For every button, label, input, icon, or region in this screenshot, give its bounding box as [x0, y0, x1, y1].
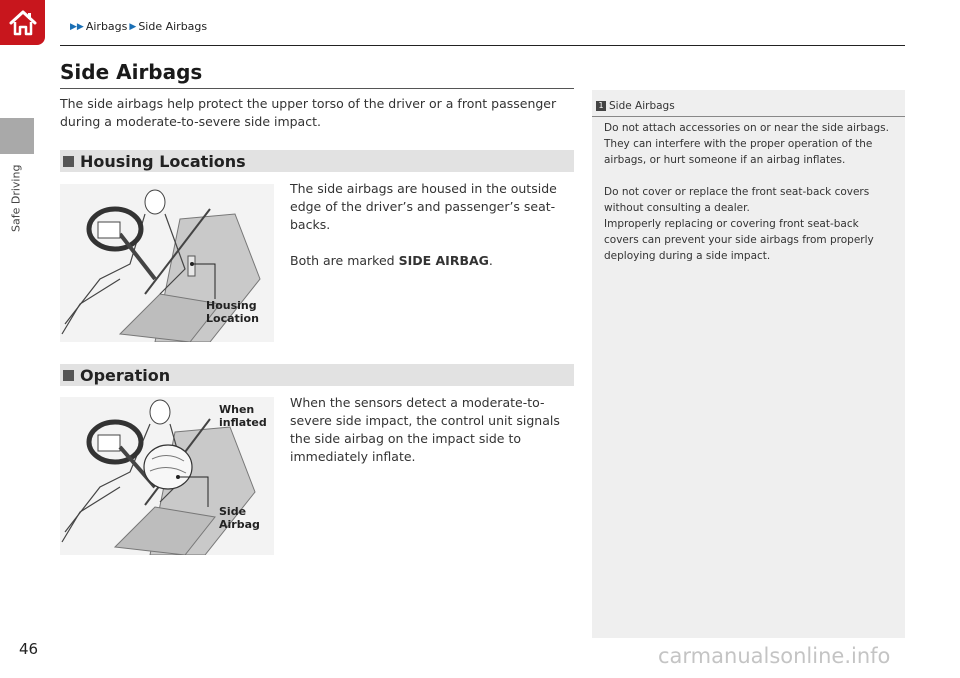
breadcrumb [70, 20, 207, 33]
watermark: carmanualsonline.info [658, 644, 891, 668]
breadcrumb-item-airbags[interactable]: Airbags [85, 20, 128, 33]
triangle-right-icon: ▶▶ [70, 21, 84, 32]
housing-marked-suffix: . [488, 253, 493, 268]
housing-location-illustration [60, 184, 274, 342]
note-title: Side Airbags [609, 100, 675, 112]
housing-location-callout: Housing Location [206, 299, 259, 325]
section-heading-operation-label: Operation [80, 365, 171, 385]
home-button[interactable] [0, 0, 45, 45]
square-bullet-icon [63, 156, 74, 167]
section-heading-housing-label: Housing Locations [80, 151, 246, 171]
note-paragraph: Do not cover or replace the front seat-back covers without consulting a dealer. Improperly replacing or covering front seat-back covers can prevent your side airbags from properly deploying during a side impact. [604, 186, 874, 262]
intro-paragraph: The side airbags help protect the upper torso of the driver or a front passenger during a moderate-to-severe side impact. [60, 96, 557, 129]
operation-description: When the sensors detect a moderate-to-severe side impact, the control unit signals the side airbag on the impact side to immediately inflate. [290, 395, 560, 464]
square-bullet-icon [63, 370, 74, 381]
section-heading-housing [60, 150, 574, 172]
housing-text-block [290, 180, 575, 270]
page-title: Side Airbags [60, 60, 203, 84]
operation-text-block [290, 394, 575, 466]
inflated-airbag-illustration [60, 397, 274, 555]
when-inflated-callout: When inflated [219, 403, 267, 429]
section-heading-operation [60, 364, 574, 386]
housing-marked-prefix: Both are marked [290, 253, 399, 268]
note-body [604, 120, 896, 280]
section-tab-label: Safe Driving [9, 164, 23, 232]
note-paragraph: Do not attach accessories on or near the side airbags. They can interfere with the proper operation of the airbags, or hurt someone if an airbag inflates. [604, 122, 889, 166]
page-number: 46 [19, 640, 39, 658]
section-tab-marker [0, 118, 34, 154]
note-header [592, 96, 905, 117]
home-icon [8, 9, 38, 37]
side-airbag-label: SIDE AIRBAG [398, 253, 489, 268]
note-panel [592, 90, 905, 638]
title-rule [60, 88, 574, 89]
triangle-right-icon: ▶ [129, 21, 137, 32]
housing-marked-line [290, 252, 575, 270]
housing-description: The side airbags are housed in the outside edge of the driver’s and passenger’s seat-backs. [290, 181, 557, 232]
breadcrumb-item-side-airbags[interactable]: Side Airbags [138, 20, 208, 33]
header-rule [60, 45, 905, 46]
side-airbag-callout: Side Airbag [219, 505, 260, 531]
note-badge-icon: 1 [596, 101, 606, 111]
